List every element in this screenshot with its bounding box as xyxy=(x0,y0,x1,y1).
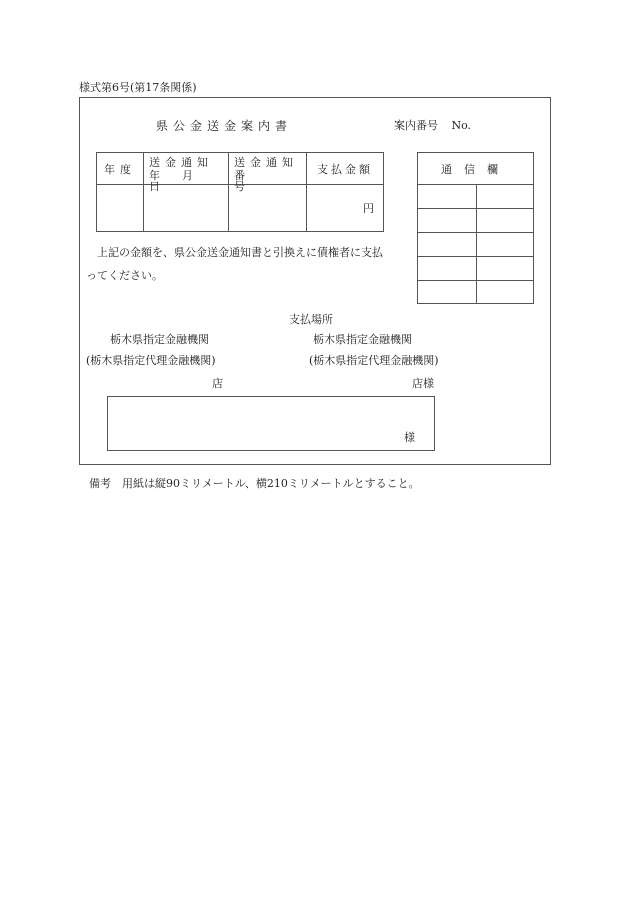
year-cell[interactable] xyxy=(97,185,144,232)
bank-left: 栃木県指定金融機関 xyxy=(110,333,209,346)
form-label: 様式第6号(第17条関係) xyxy=(79,81,197,94)
guide-number-label: 案内番号 xyxy=(394,119,438,132)
addressee-box[interactable] xyxy=(107,396,435,451)
payment-place: 支払場所 xyxy=(289,313,333,326)
header-amount: 支払金額 xyxy=(307,153,384,185)
header-year: 年度 xyxy=(97,153,144,185)
tsushin-cell[interactable] xyxy=(418,185,477,209)
tsushin-cell[interactable] xyxy=(477,233,534,257)
instruction-line-1: 上記の金額を、県公金送金通知書と引換えに債権者に支払 xyxy=(97,246,383,259)
tsushin-cell[interactable] xyxy=(418,233,477,257)
tsushin-table xyxy=(417,152,534,304)
form-title: 県公金送金案内書 xyxy=(156,119,293,133)
bank-left-sub: (栃木県指定代理金融機関) xyxy=(86,354,216,367)
tsushin-cell[interactable] xyxy=(418,257,477,281)
guide-number xyxy=(394,120,471,131)
sama-label: 様 xyxy=(404,431,415,444)
branch-left: 店 xyxy=(212,377,223,390)
tsushin-cell[interactable] xyxy=(418,209,477,233)
header-date: 送金通知 年月日 xyxy=(144,153,229,185)
tsushin-cell[interactable] xyxy=(477,257,534,281)
tsushin-header: 通信欄 xyxy=(418,153,534,185)
bank-right-sub: (栃木県指定代理金融機関) xyxy=(309,354,439,367)
amount-table xyxy=(96,152,384,232)
branch-right: 店様 xyxy=(412,377,434,390)
bank-right: 栃木県指定金融機関 xyxy=(313,333,412,346)
tsushin-cell[interactable] xyxy=(418,281,477,304)
instruction-line-2: ってください。 xyxy=(86,269,163,282)
guide-number-no: No. xyxy=(451,119,472,132)
note: 備考 用紙は縦90ミリメートル、横210ミリメートルとすること。 xyxy=(89,477,420,490)
tsushin-cell[interactable] xyxy=(477,281,534,304)
tsushin-cell[interactable] xyxy=(477,185,534,209)
yen-unit: 円 xyxy=(363,202,374,215)
tsushin-cell[interactable] xyxy=(477,209,534,233)
amount-cell[interactable] xyxy=(307,185,384,232)
header-number: 送金通知 番号 xyxy=(229,153,307,185)
